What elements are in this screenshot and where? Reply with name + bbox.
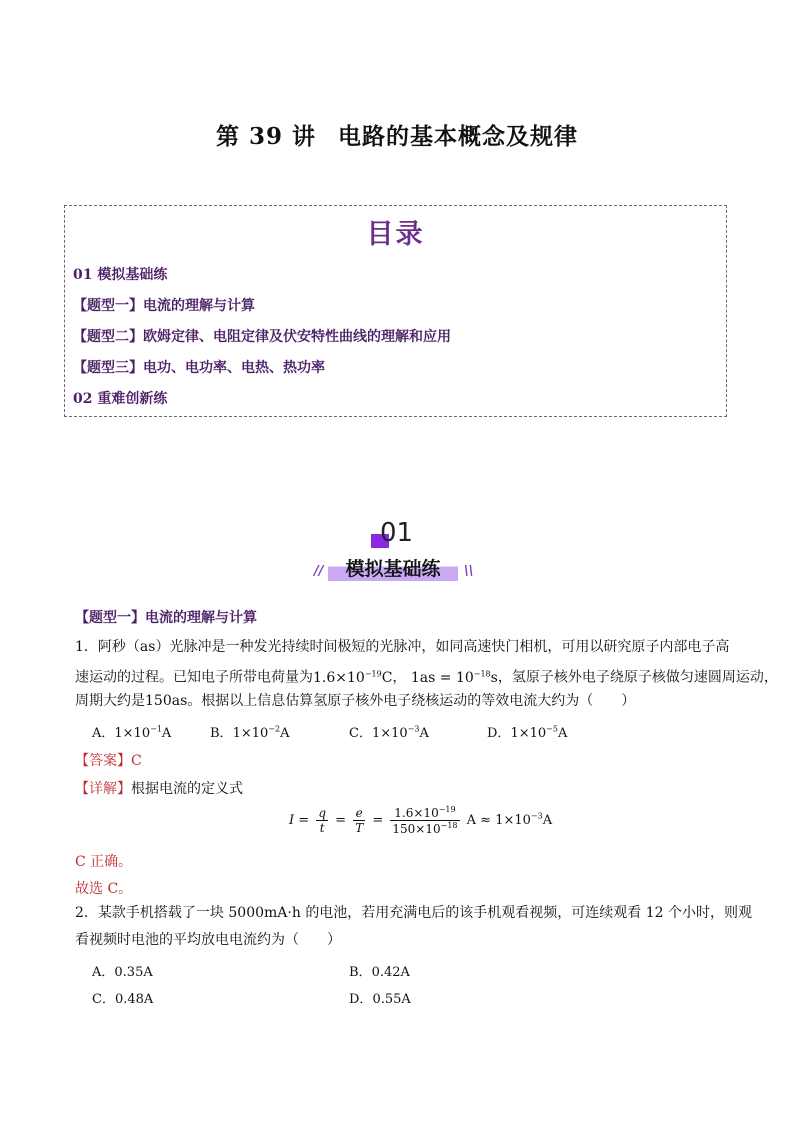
detail-tag: 【详解】 [75,781,131,797]
q1-line-3: 周期大约是150as。根据以上信息估算氢原子核外电子绕核运动的等效电流大约为（ ） [75,693,636,709]
lecture-subject: 电路的基本概念及规律 [338,123,579,150]
q2-option-c[interactable]: C．0.48A [92,992,154,1007]
page-title [0,118,794,151]
q2-line-1: 2．某款手机搭载了一块 5000mA·h 的电池，若用充满电后的该手机观看视频，可连续观看 12 个小时，则观 [75,905,753,921]
answer-value: C [131,753,142,769]
attosecond-definition: $1as = 10^{-18}s$ [410,669,498,686]
lecture-number: 第 39 讲 [215,123,317,150]
toc-item-type2[interactable]: 【题型二】欧姆定律、电阻定律及伏安特性曲线的理解和应用 [73,329,451,345]
question-type-heading: 【题型一】电流的理解与计算 [75,610,257,626]
q1-correct-statement: C 正确。 [75,854,133,870]
toc-item-advanced[interactable]: 02 重难创新练 [73,391,168,407]
battery-capacity: 5000mA·h [228,905,301,921]
current-formula: I = $\frac{q}{t}$ = $\frac{e}{T}$ = $\frac{1.6\times 10^{-19}}{150\times 10^{-18}}$ $A \approx 1\times 10^{-3}A$ [289,805,553,836]
q1-option-a[interactable]: A．$1\times 10^{-1}A$ [92,724,172,741]
toc-item-type3[interactable]: 【题型三】电功、电功率、电热、热功率 [73,360,325,376]
fraction-e-over-T: $\frac{e}{T}$ [355,806,364,835]
q1-option-c[interactable]: C．$1\times 10^{-3}A$ [349,724,429,741]
fraction-q-over-t: $\frac{q}{t}$ [318,806,326,835]
section-left-slash: // [314,564,324,579]
period-value: 150as [145,693,188,709]
q2-option-d[interactable]: D．0.55A [349,992,411,1007]
q1-answer [75,750,142,770]
formula-result: $A \approx 1\times 10^{-3}A$ [466,811,553,828]
q1-line-2: 速运动的过程。已知电子所带电荷量为$1.6\times 10^{-19}C$， $1as = 10^{-18}s$，氢原子核外电子绕原子核做匀速圆周运动， [75,669,778,686]
toc-heading: 目录 [366,219,425,250]
q1-detail: 【详解】根据电流的定义式 [75,781,243,797]
q2-option-b[interactable]: B．0.42A [349,965,410,980]
q1-option-b[interactable]: B．$1\times 10^{-2}A$ [210,724,290,741]
section-right-slash: \\ [464,564,474,579]
section-number: 01 [380,518,414,548]
toc-item-type1[interactable]: 【题型一】电流的理解与计算 [73,298,255,314]
toc-item-basic[interactable]: 01 模拟基础练 [73,267,168,283]
answer-tag: 【答案】 [75,753,131,769]
table-of-contents [64,205,727,417]
q1-choose-statement: 故选 C。 [75,881,133,897]
q1-line-1: 1．阿秒（as）光脉冲是一种发光持续时间极短的光脉冲，如同高速快门相机，可用以研究原子内部电子高 [75,639,730,655]
q2-option-a[interactable]: A．0.35A [92,965,153,980]
electron-charge: $1.6\times 10^{-19}C$ [313,669,393,686]
q2-line-2: 看视频时电池的平均放电电流约为（ ） [75,932,341,948]
fraction-numeric: $\frac{1.6\times 10^{-19}}{150\times 10^{-18}}$ [392,805,458,836]
section-label: 模拟基础练 [345,558,441,580]
q1-option-d[interactable]: D．$1\times 10^{-5}A$ [487,724,568,741]
viewing-hours: 12 [645,905,664,921]
